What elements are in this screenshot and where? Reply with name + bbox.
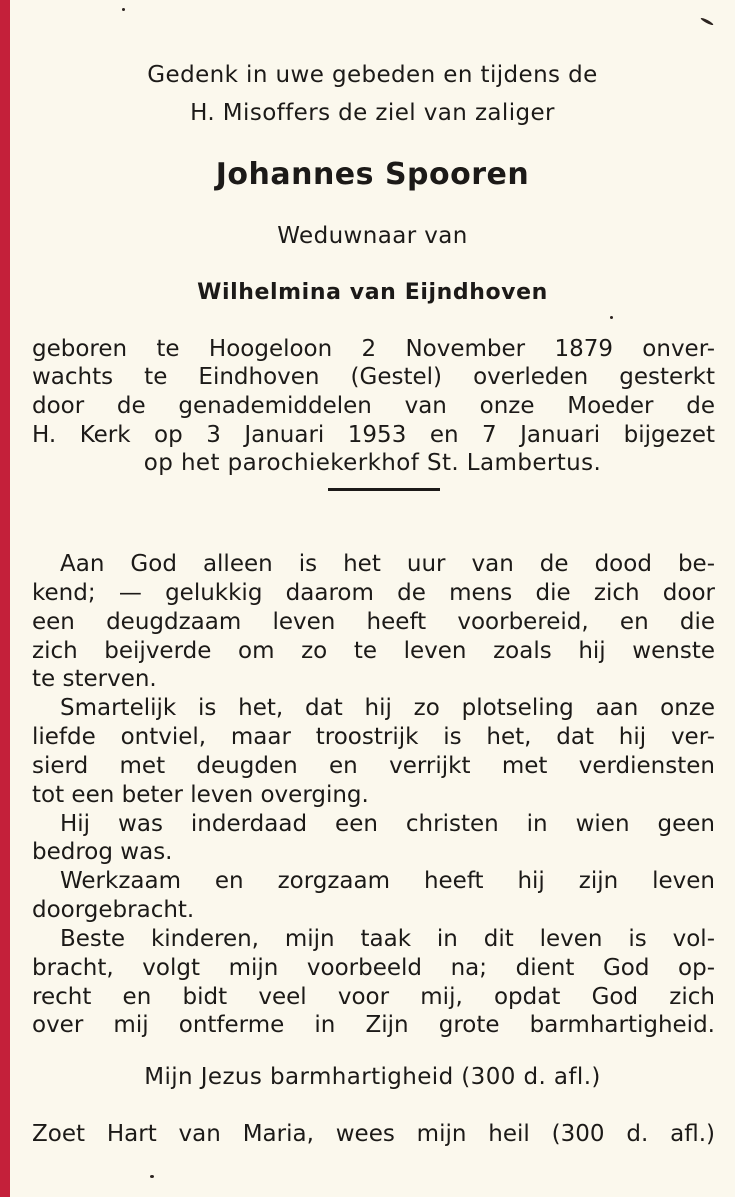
- header-line-2: H. Misoffers de ziel van zaliger: [190, 100, 555, 126]
- text-line: sierd met deugden en verrijkt met verdiensten: [32, 753, 715, 779]
- text-line: tot een beter leven overging.: [32, 782, 369, 808]
- text-line: doorgebracht.: [32, 897, 195, 923]
- biography-line: wachts te Eindhoven (Gestel) overleden gesterkt: [32, 364, 715, 390]
- spouse-name: Wilhelmina van Eijndhoven: [197, 280, 548, 305]
- text-line: Beste kinderen, mijn taak in dit leven is vol-: [60, 926, 715, 952]
- memorial-card: [10, 0, 735, 1197]
- ink-speck: [122, 8, 125, 11]
- biography-line: H. Kerk op 3 Januari 1953 en 7 Januari bijgezet: [32, 422, 715, 448]
- text-line: Aan God alleen is het uur van de dood be-: [60, 551, 715, 577]
- text-line: liefde ontviel, maar troostrijk is het, dat hij ver-: [32, 724, 715, 750]
- prayer-line: Mijn Jezus barmhartigheid (300 d. afl.): [144, 1064, 601, 1090]
- deceased-name: Johannes Spooren: [215, 157, 530, 192]
- text-line: over mij ontferme in Zijn grote barmhartigheid.: [32, 1012, 715, 1038]
- text-line: kend; — gelukkig daarom de mens die zich door: [32, 580, 715, 606]
- biography-line: geboren te Hoogeloon 2 November 1879 onver-: [32, 336, 715, 362]
- text-line: bedrog was.: [32, 839, 173, 865]
- divider: [328, 488, 440, 491]
- relation-label: Weduwnaar van: [277, 223, 468, 249]
- text-line: te sterven.: [32, 666, 157, 692]
- prayer-line: Zoet Hart van Maria, wees mijn heil (300 d. afl.): [32, 1121, 715, 1147]
- header-line-1: Gedenk in uwe gebeden en tijdens de: [147, 62, 598, 88]
- biography-line: door de genademiddelen van onze Moeder de: [32, 393, 715, 419]
- ink-speck: [700, 17, 714, 26]
- text-line: Smartelijk is het, dat hij zo plotseling aan onze: [60, 695, 715, 721]
- ink-speck: [610, 316, 613, 319]
- text-line: een deugdzaam leven heeft voorbereid, en die: [32, 609, 715, 635]
- ink-speck: [150, 1175, 154, 1178]
- text-line: Werkzaam en zorgzaam heeft hij zijn leven: [60, 868, 715, 894]
- text-line: zich beijverde om zo te leven zoals hij wenste: [32, 638, 715, 664]
- text-line: recht en bidt veel voor mij, opdat God zich: [32, 984, 715, 1010]
- biography-line: op het parochiekerkhof St. Lambertus.: [143, 450, 602, 476]
- text-line: bracht, volgt mijn voorbeeld na; dient God op-: [32, 955, 715, 981]
- text-line: Hij was inderdaad een christen in wien geen: [60, 811, 715, 837]
